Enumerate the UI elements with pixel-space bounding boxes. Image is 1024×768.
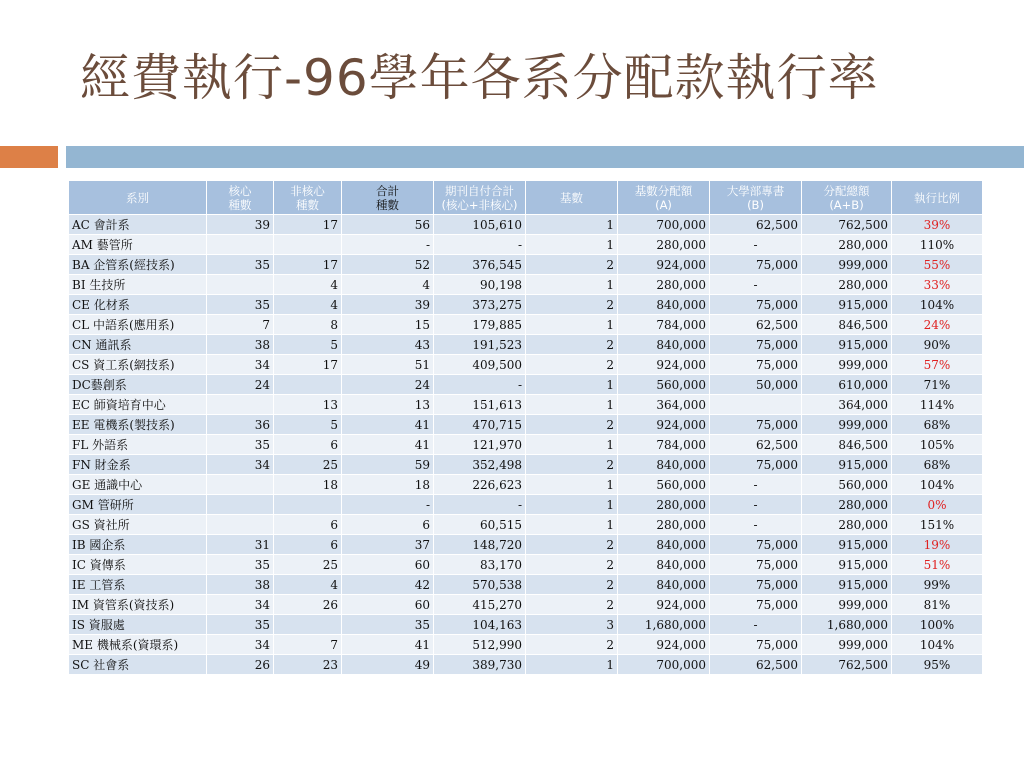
cell-base: 3 <box>526 615 618 635</box>
cell-books: 75,000 <box>710 295 802 315</box>
table-row <box>69 315 983 335</box>
cell-sum: 560,000 <box>802 475 892 495</box>
cell-total: 49 <box>342 655 434 675</box>
table-row <box>69 295 983 315</box>
table-row <box>69 495 983 515</box>
cell-dept: FL 外語系 <box>69 435 207 455</box>
cell-core: 35 <box>207 615 274 635</box>
cell-total: 43 <box>342 335 434 355</box>
cell-sum: 280,000 <box>802 275 892 295</box>
cell-alloc: 840,000 <box>618 295 710 315</box>
cell-books: - <box>710 615 802 635</box>
cell-sum: 915,000 <box>802 455 892 475</box>
cell-dept: CS 資工系(網技系) <box>69 355 207 375</box>
cell-journal: 104,163 <box>434 615 526 635</box>
cell-noncore: 25 <box>274 455 342 475</box>
cell-base: 2 <box>526 335 618 355</box>
cell-books: 75,000 <box>710 575 802 595</box>
table-row <box>69 435 983 455</box>
cell-journal: 83,170 <box>434 555 526 575</box>
cell-alloc: 280,000 <box>618 275 710 295</box>
cell-alloc: 924,000 <box>618 415 710 435</box>
header-core: 核心 種數 <box>207 181 274 215</box>
cell-core: 31 <box>207 535 274 555</box>
cell-total: - <box>342 235 434 255</box>
cell-journal: 376,545 <box>434 255 526 275</box>
cell-sum: 999,000 <box>802 415 892 435</box>
cell-journal: 415,270 <box>434 595 526 615</box>
cell-core: 39 <box>207 215 274 235</box>
cell-alloc: 560,000 <box>618 475 710 495</box>
cell-noncore: 4 <box>274 295 342 315</box>
cell-journal: 121,970 <box>434 435 526 455</box>
cell-dept: AC 會計系 <box>69 215 207 235</box>
cell-noncore: 6 <box>274 515 342 535</box>
cell-sum: 915,000 <box>802 555 892 575</box>
cell-dept: CL 中語系(應用系) <box>69 315 207 335</box>
cell-rate: 19% <box>892 535 983 555</box>
table-row <box>69 615 983 635</box>
cell-books: 50,000 <box>710 375 802 395</box>
cell-alloc: 700,000 <box>618 655 710 675</box>
cell-dept: GE 通識中心 <box>69 475 207 495</box>
cell-rate: 90% <box>892 335 983 355</box>
cell-rate: 51% <box>892 555 983 575</box>
cell-noncore <box>274 375 342 395</box>
table-row <box>69 635 983 655</box>
cell-books: - <box>710 475 802 495</box>
cell-alloc: 280,000 <box>618 235 710 255</box>
table-header-row <box>69 181 983 215</box>
cell-noncore <box>274 235 342 255</box>
accent-bar-orange <box>0 146 58 168</box>
cell-alloc: 560,000 <box>618 375 710 395</box>
cell-alloc: 840,000 <box>618 555 710 575</box>
slide-title: 經費執行-96學年各系分配款執行率 <box>80 49 879 107</box>
cell-base: 1 <box>526 435 618 455</box>
cell-sum: 280,000 <box>802 235 892 255</box>
cell-sum: 999,000 <box>802 635 892 655</box>
cell-rate: 104% <box>892 295 983 315</box>
cell-books: 75,000 <box>710 595 802 615</box>
cell-rate: 68% <box>892 455 983 475</box>
table-row <box>69 475 983 495</box>
cell-books: 62,500 <box>710 215 802 235</box>
cell-base: 1 <box>526 475 618 495</box>
cell-books: 62,500 <box>710 315 802 335</box>
cell-journal: 105,610 <box>434 215 526 235</box>
cell-base: 2 <box>526 575 618 595</box>
cell-books: 75,000 <box>710 255 802 275</box>
cell-rate: 24% <box>892 315 983 335</box>
cell-sum: 915,000 <box>802 295 892 315</box>
cell-journal: - <box>434 495 526 515</box>
cell-base: 2 <box>526 555 618 575</box>
cell-dept: GM 管研所 <box>69 495 207 515</box>
cell-core: 35 <box>207 555 274 575</box>
cell-base: 1 <box>526 215 618 235</box>
header-noncore: 非核心 種數 <box>274 181 342 215</box>
cell-base: 1 <box>526 655 618 675</box>
cell-total: 56 <box>342 215 434 235</box>
cell-sum: 999,000 <box>802 595 892 615</box>
cell-books: - <box>710 275 802 295</box>
cell-total: 52 <box>342 255 434 275</box>
cell-journal: - <box>434 235 526 255</box>
cell-rate: 151% <box>892 515 983 535</box>
cell-base: 2 <box>526 455 618 475</box>
table-row <box>69 535 983 555</box>
cell-total: 37 <box>342 535 434 555</box>
table-row <box>69 595 983 615</box>
cell-rate: 100% <box>892 615 983 635</box>
cell-total: - <box>342 495 434 515</box>
cell-total: 41 <box>342 415 434 435</box>
cell-total: 42 <box>342 575 434 595</box>
cell-noncore: 4 <box>274 275 342 295</box>
header-total: 合計 種數 <box>342 181 434 215</box>
cell-alloc: 784,000 <box>618 435 710 455</box>
cell-alloc: 280,000 <box>618 515 710 535</box>
cell-core <box>207 475 274 495</box>
cell-total: 41 <box>342 635 434 655</box>
header-sum: 分配總額 (A+B) <box>802 181 892 215</box>
cell-dept: AM 藝管所 <box>69 235 207 255</box>
cell-journal: 191,523 <box>434 335 526 355</box>
table-row <box>69 515 983 535</box>
cell-base: 1 <box>526 235 618 255</box>
cell-core: 34 <box>207 355 274 375</box>
cell-dept: ME 機械系(資環系) <box>69 635 207 655</box>
cell-sum: 1,680,000 <box>802 615 892 635</box>
cell-dept: IM 資管系(資技系) <box>69 595 207 615</box>
cell-books: 75,000 <box>710 335 802 355</box>
cell-noncore: 4 <box>274 575 342 595</box>
cell-total: 15 <box>342 315 434 335</box>
cell-books: 75,000 <box>710 415 802 435</box>
cell-noncore: 17 <box>274 255 342 275</box>
cell-noncore: 7 <box>274 635 342 655</box>
cell-noncore <box>274 495 342 515</box>
cell-alloc: 924,000 <box>618 355 710 375</box>
allocation-table <box>68 180 983 675</box>
cell-total: 60 <box>342 595 434 615</box>
cell-sum: 610,000 <box>802 375 892 395</box>
cell-journal: 226,623 <box>434 475 526 495</box>
cell-sum: 846,500 <box>802 315 892 335</box>
cell-journal: - <box>434 375 526 395</box>
cell-dept: DC藝創系 <box>69 375 207 395</box>
cell-alloc: 840,000 <box>618 535 710 555</box>
cell-alloc: 924,000 <box>618 635 710 655</box>
cell-total: 59 <box>342 455 434 475</box>
cell-books: 75,000 <box>710 455 802 475</box>
cell-core: 26 <box>207 655 274 675</box>
cell-rate: 57% <box>892 355 983 375</box>
cell-sum: 915,000 <box>802 575 892 595</box>
cell-journal: 151,613 <box>434 395 526 415</box>
cell-sum: 762,500 <box>802 655 892 675</box>
table-row <box>69 415 983 435</box>
cell-base: 2 <box>526 635 618 655</box>
cell-noncore: 18 <box>274 475 342 495</box>
cell-rate: 114% <box>892 395 983 415</box>
cell-rate: 39% <box>892 215 983 235</box>
cell-core: 35 <box>207 295 274 315</box>
cell-total: 24 <box>342 375 434 395</box>
cell-dept: SC 社會系 <box>69 655 207 675</box>
table-row <box>69 395 983 415</box>
cell-total: 6 <box>342 515 434 535</box>
cell-alloc: 700,000 <box>618 215 710 235</box>
header-dept: 系別 <box>69 181 207 215</box>
table-row <box>69 235 983 255</box>
cell-dept: IE 工管系 <box>69 575 207 595</box>
cell-noncore: 17 <box>274 215 342 235</box>
cell-sum: 999,000 <box>802 355 892 375</box>
cell-alloc: 280,000 <box>618 495 710 515</box>
cell-noncore <box>274 615 342 635</box>
cell-base: 2 <box>526 355 618 375</box>
cell-dept: BI 生技所 <box>69 275 207 295</box>
cell-books: - <box>710 235 802 255</box>
cell-books: 62,500 <box>710 435 802 455</box>
cell-sum: 915,000 <box>802 335 892 355</box>
cell-dept: BA 企管系(經技系) <box>69 255 207 275</box>
cell-journal: 570,538 <box>434 575 526 595</box>
cell-base: 1 <box>526 315 618 335</box>
cell-books: 75,000 <box>710 355 802 375</box>
cell-noncore: 5 <box>274 415 342 435</box>
cell-core <box>207 235 274 255</box>
cell-dept: EC 師資培育中心 <box>69 395 207 415</box>
cell-base: 2 <box>526 415 618 435</box>
cell-total: 51 <box>342 355 434 375</box>
cell-rate: 68% <box>892 415 983 435</box>
cell-total: 18 <box>342 475 434 495</box>
cell-sum: 915,000 <box>802 535 892 555</box>
cell-dept: CN 通訊系 <box>69 335 207 355</box>
cell-books: - <box>710 495 802 515</box>
cell-journal: 470,715 <box>434 415 526 435</box>
cell-alloc: 840,000 <box>618 455 710 475</box>
cell-noncore: 23 <box>274 655 342 675</box>
table-row <box>69 655 983 675</box>
cell-base: 1 <box>526 375 618 395</box>
cell-alloc: 784,000 <box>618 315 710 335</box>
cell-noncore: 6 <box>274 535 342 555</box>
cell-journal: 148,720 <box>434 535 526 555</box>
cell-core: 35 <box>207 435 274 455</box>
accent-bar-blue <box>66 146 1024 168</box>
header-alloc: 基數分配額 (A) <box>618 181 710 215</box>
cell-alloc: 924,000 <box>618 255 710 275</box>
cell-total: 4 <box>342 275 434 295</box>
cell-total: 41 <box>342 435 434 455</box>
header-base: 基數 <box>526 181 618 215</box>
cell-core <box>207 515 274 535</box>
cell-dept: GS 資社所 <box>69 515 207 535</box>
cell-core: 36 <box>207 415 274 435</box>
cell-noncore: 26 <box>274 595 342 615</box>
cell-alloc: 364,000 <box>618 395 710 415</box>
cell-dept: IC 資傳系 <box>69 555 207 575</box>
cell-dept: EE 電機系(製技系) <box>69 415 207 435</box>
cell-base: 2 <box>526 295 618 315</box>
cell-journal: 373,275 <box>434 295 526 315</box>
table-row <box>69 455 983 475</box>
cell-rate: 110% <box>892 235 983 255</box>
cell-rate: 104% <box>892 635 983 655</box>
header-books: 大學部專書 (B) <box>710 181 802 215</box>
cell-core: 38 <box>207 575 274 595</box>
cell-base: 1 <box>526 515 618 535</box>
table-row <box>69 255 983 275</box>
cell-journal: 179,885 <box>434 315 526 335</box>
cell-sum: 762,500 <box>802 215 892 235</box>
cell-alloc: 1,680,000 <box>618 615 710 635</box>
cell-rate: 104% <box>892 475 983 495</box>
cell-noncore: 5 <box>274 335 342 355</box>
cell-alloc: 840,000 <box>618 335 710 355</box>
cell-rate: 105% <box>892 435 983 455</box>
cell-core: 35 <box>207 255 274 275</box>
cell-sum: 846,500 <box>802 435 892 455</box>
table-row <box>69 555 983 575</box>
cell-base: 2 <box>526 535 618 555</box>
cell-core <box>207 395 274 415</box>
cell-rate: 55% <box>892 255 983 275</box>
cell-journal: 409,500 <box>434 355 526 375</box>
cell-noncore: 8 <box>274 315 342 335</box>
table-row <box>69 575 983 595</box>
cell-sum: 364,000 <box>802 395 892 415</box>
header-journal: 期刊自付合計 (核心+非核心) <box>434 181 526 215</box>
cell-total: 13 <box>342 395 434 415</box>
cell-base: 2 <box>526 255 618 275</box>
cell-alloc: 840,000 <box>618 575 710 595</box>
cell-books: 62,500 <box>710 655 802 675</box>
cell-alloc: 924,000 <box>618 595 710 615</box>
cell-core: 34 <box>207 595 274 615</box>
cell-noncore: 25 <box>274 555 342 575</box>
table-row <box>69 375 983 395</box>
cell-core: 38 <box>207 335 274 355</box>
cell-noncore: 6 <box>274 435 342 455</box>
table-row <box>69 355 983 375</box>
cell-core: 24 <box>207 375 274 395</box>
cell-core: 7 <box>207 315 274 335</box>
cell-total: 60 <box>342 555 434 575</box>
cell-books <box>710 395 802 415</box>
cell-noncore: 13 <box>274 395 342 415</box>
cell-base: 1 <box>526 275 618 295</box>
cell-journal: 512,990 <box>434 635 526 655</box>
cell-dept: FN 財金系 <box>69 455 207 475</box>
cell-core: 34 <box>207 455 274 475</box>
cell-rate: 0% <box>892 495 983 515</box>
cell-rate: 33% <box>892 275 983 295</box>
cell-core <box>207 275 274 295</box>
cell-rate: 81% <box>892 595 983 615</box>
cell-journal: 60,515 <box>434 515 526 535</box>
table-row <box>69 275 983 295</box>
cell-core <box>207 495 274 515</box>
cell-base: 1 <box>526 395 618 415</box>
cell-rate: 71% <box>892 375 983 395</box>
cell-books: 75,000 <box>710 535 802 555</box>
cell-base: 1 <box>526 495 618 515</box>
cell-sum: 280,000 <box>802 515 892 535</box>
cell-books: - <box>710 515 802 535</box>
cell-rate: 99% <box>892 575 983 595</box>
header-rate: 執行比例 <box>892 181 983 215</box>
cell-core: 34 <box>207 635 274 655</box>
cell-dept: IB 國企系 <box>69 535 207 555</box>
cell-sum: 999,000 <box>802 255 892 275</box>
cell-rate: 95% <box>892 655 983 675</box>
cell-base: 2 <box>526 595 618 615</box>
table-row <box>69 335 983 355</box>
cell-journal: 352,498 <box>434 455 526 475</box>
cell-total: 35 <box>342 615 434 635</box>
cell-total: 39 <box>342 295 434 315</box>
cell-books: 75,000 <box>710 635 802 655</box>
cell-journal: 389,730 <box>434 655 526 675</box>
table-row <box>69 215 983 235</box>
cell-dept: IS 資服處 <box>69 615 207 635</box>
cell-noncore: 17 <box>274 355 342 375</box>
cell-journal: 90,198 <box>434 275 526 295</box>
cell-dept: CE 化材系 <box>69 295 207 315</box>
cell-books: 75,000 <box>710 555 802 575</box>
cell-sum: 280,000 <box>802 495 892 515</box>
